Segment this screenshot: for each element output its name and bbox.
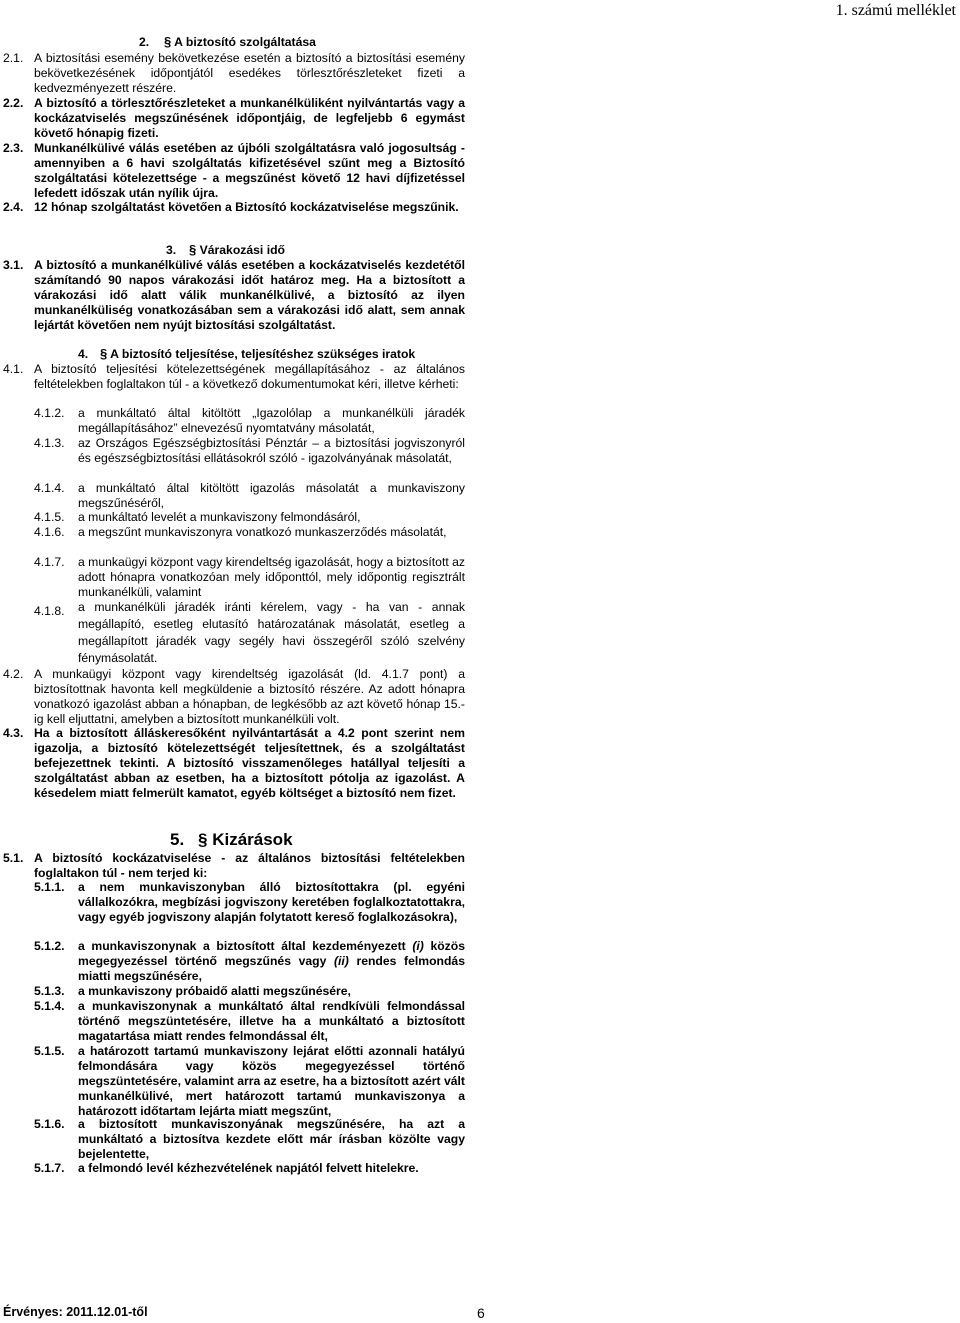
item-5-1-6-text: a biztosított munkaviszonyának megszűnésére, ha azt a munkáltató a biztosítva kezdete előtt már írásban közölte vagy bejelentette, [78, 1117, 465, 1161]
item-5-1-7-text: a felmondó levél kézhezvételének napjától felvett hitelekre. [78, 1161, 419, 1175]
section-4-number: 4. [78, 347, 89, 361]
item-2-4-text: 12 hónap szolgáltatást követően a Biztosító kockázatviselése megszűnik. [34, 200, 459, 214]
item-2-2-number: 2.2. [3, 96, 24, 110]
item-4-1-6-number: 4.1.6. [34, 525, 65, 539]
item-5-1-7-number: 5.1.7. [34, 1161, 65, 1175]
page-number: 6 [477, 1305, 485, 1321]
section-5-title: § Kizárások [198, 830, 293, 849]
item-4-3-number: 4.3. [3, 726, 24, 740]
item-4-1-8-number: 4.1.8. [34, 604, 65, 618]
section-3-number: 3. [166, 243, 177, 257]
item-5-1-5-text: a határozott tartamú munkaviszony lejárat előtti azonnali hatályú felmondására vagy közös megegyezéssel történő megszüntetésére, valamint arra az esetre, ha a biztosított azért vált munkanélkülivé, mert határozott tartamú munkaviszonya a határozott időtartam lejárta miatt megszűnt, [78, 1044, 465, 1118]
item-5-1-4-text: a munkaviszonynak a munkáltató által rendkívüli felmondással történő megszüntetésére, illetve ha a munkáltató a biztosított magatartása miatt rendes felmondással élt, [78, 999, 465, 1043]
item-3-1-text: A biztosító a munkanélkülivé válás esetében a kockázatviselés kezdetétől számítandó 90 napos várakozási időt határoz meg. Ha a biztosított a várakozási idő alatt válik munkanélkülivé, a biztosító az ilyen munkanélküliség vonatkozásában sem a várakozási idő alatt, sem annak lejártát követően nem nyújt biztosítási szolgáltatást. [34, 258, 465, 332]
item-5-1-number: 5.1. [3, 851, 24, 865]
annex-label: 1. számú melléklet [835, 2, 956, 19]
item-2-3-number: 2.3. [3, 141, 24, 155]
item-5-1-1-number: 5.1.1. [34, 880, 65, 894]
item-5-1-4-number: 5.1.4. [34, 999, 65, 1013]
item-4-2-number: 4.2. [3, 667, 24, 681]
item-4-1-4-text: a munkáltató által kitöltött igazolás másolatát a munkaviszony megszűnéséről, [78, 481, 465, 510]
item-2-1-number: 2.1. [3, 51, 24, 65]
item-5-1-3-number: 5.1.3. [34, 984, 65, 998]
section-sign-icon: § [100, 346, 108, 361]
item-4-1-6-text: a megszűnt munkaviszonyra vonatkozó munkaszerződés másolatát, [78, 525, 447, 539]
validity-date: Érvényes: 2011.12.01-től [3, 1305, 148, 1319]
item-5-1-2-number: 5.1.2. [34, 939, 65, 953]
section-2-number: 2. [139, 35, 150, 49]
section-3-title: § Várakozási idő [189, 242, 285, 257]
item-5-1-text: A biztosító kockázatviselése - az általános biztosítási feltételekben foglaltakon túl - nem terjed ki: [34, 851, 465, 880]
item-4-1-text: A biztosító teljesítési kötelezettségének megállapításához - az általános feltételekben foglaltakon túl - a következő dokumentumokat kéri, illetve kérheti: [34, 362, 465, 391]
item-4-1-4-number: 4.1.4. [34, 481, 65, 495]
item-4-1-7-number: 4.1.7. [34, 555, 65, 569]
item-4-3-text: Ha a biztosított álláskeresőként nyilvántartását a 4.2 pont szerint nem igazolja, a biztosító kötelezettségét teljesítettnek, és a szolgáltatást befejezettnek tekinti. A biztosító visszamenőleges hatállyal teljesíti a szolgáltatást abban az esetben, ha a biztosított pótolja az igazolást. A késedelem miatt felmerült kamatot, egyéb költséget a biztosító nem fizet. [34, 726, 465, 800]
item-2-1-text: A biztosítási esemény bekövetkezése esetén a biztosító a biztosítási esemény bekövetkezésének időpontjától esedékes törlesztőrészleteket fizeti a kedvezményezett részére. [34, 51, 465, 95]
item-4-1-7-text: a munkaügyi központ vagy kirendeltség igazolását, hogy a biztosított az adott hónapra vonatkozóan mely időponttól, mely időpontig regisztrált munkanélküli, valamint [78, 555, 465, 599]
item-2-3-text: Munkanélkülivé válás esetében az újbóli szolgáltatásra való jogosultság - amennyiben a 6 havi szolgáltatás kifizetésével szűnt meg a Biztosító szolgáltatási kötelezettsége - a megszűnést követő 12 havi díjfizetéssel lefedett időszak után nyílik újra. [34, 141, 465, 200]
item-4-2-text: A munkaügyi központ vagy kirendeltség igazolását (ld. 4.1.7 pont) a biztosítottnak havonta kell megküldenie a biztosító részére. Az adott hónapra vonatkozó igazolást abban a hónapban, de legkésőbb az azt követő hónap 15.-ig kell eljuttatni, amelyben a biztosított munkanélküli volt. [34, 667, 465, 726]
section-sign-icon: § [164, 34, 172, 49]
section-5-number: 5. [170, 830, 185, 849]
item-4-1-number: 4.1. [3, 362, 24, 376]
item-5-1-1-text: a nem munkaviszonyban álló biztosítottakra (pl. egyéni vállalkozókra, megbízási jogviszony keretében foglalkoztatottakra, vagy egyéb jogviszony alapján folytatott kereső foglalkozásokra), [78, 880, 465, 924]
section-sign-icon: § [198, 830, 208, 849]
item-2-2-text: A biztosító a törlesztőrészleteket a munkanélküliként nyilvántartás vagy a kockázatviselés megszűnésének időpontjáig, de legfeljebb 6 egymást követő hónapig fizeti. [34, 96, 465, 140]
item-3-1-number: 3.1. [3, 258, 24, 272]
item-4-1-2-number: 4.1.2. [34, 406, 65, 420]
section-sign-icon: § [189, 242, 197, 257]
item-4-1-5-number: 4.1.5. [34, 510, 65, 524]
item-4-1-2-text: a munkáltató által kitöltött „Igazolólap a munkanélküli járadék megállapításához” elnevezésű nyomtatvány másolatát, [78, 406, 465, 435]
item-5-1-2-text: a munkaviszonynak a biztosított által kezdeményezett (i) közös megegyezéssel történő megszűnés vagy (ii) rendes felmondás miatti megszűnésére, [78, 939, 465, 983]
item-4-1-5-text: a munkáltató levelét a munkaviszony felmondásáról, [78, 510, 361, 524]
item-2-4-number: 2.4. [3, 200, 24, 214]
section-4-title: § A biztosító teljesítése, teljesítéshez szükséges iratok [100, 346, 416, 361]
item-4-1-3-number: 4.1.3. [34, 436, 65, 450]
item-5-1-3-text: a munkaviszony próbaidő alatti megszűnésére, [78, 984, 351, 998]
item-4-1-8-text: a munkanélküli járadék iránti kérelem, vagy - ha van - annak megállapító, esetleg elutasító határozatának másolatát, esetleg a megállapított járadék vagy segély havi összegéről szóló szelvény fénymásolatát. [78, 600, 465, 665]
section-2-title: § A biztosító szolgáltatása [164, 34, 316, 49]
item-5-1-5-number: 5.1.5. [34, 1044, 65, 1058]
item-4-1-3-text: az Országos Egészségbiztosítási Pénztár – a biztosítási jogviszonyról és egészségbiztosítási ellátásokról szóló - igazolványának másolatát, [78, 436, 465, 465]
item-5-1-6-number: 5.1.6. [34, 1117, 65, 1131]
